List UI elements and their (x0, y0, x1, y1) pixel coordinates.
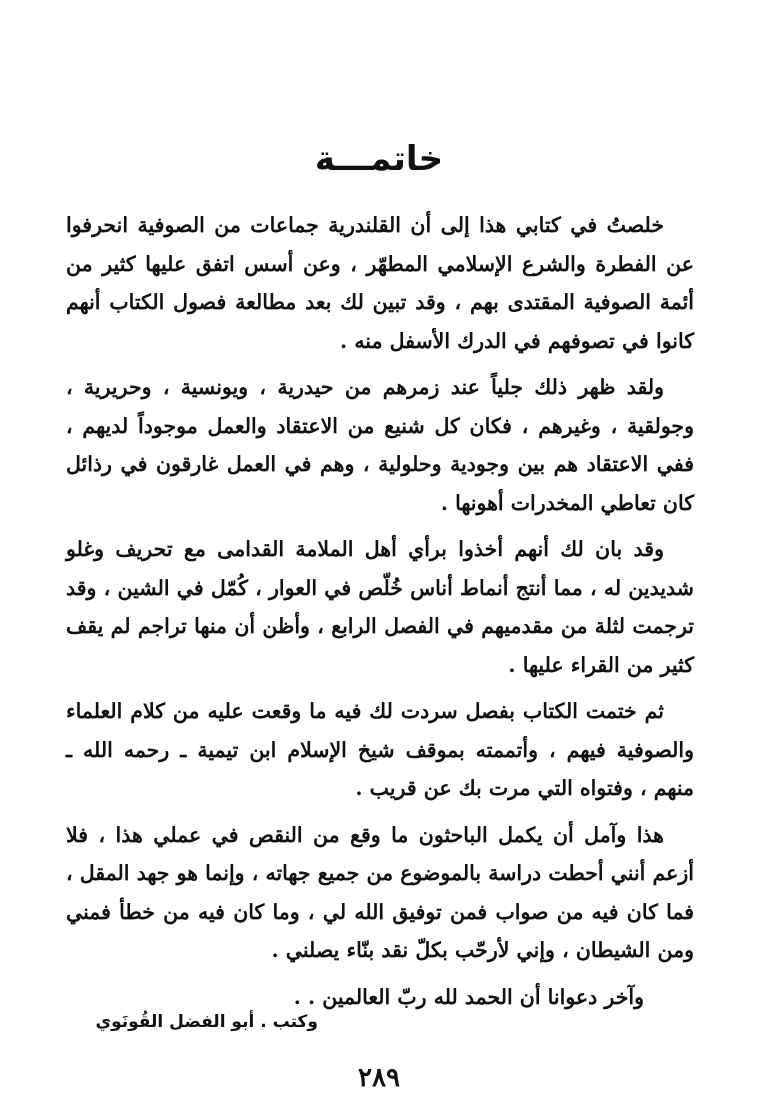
author-signature: وكتب . أبو الفضل القُونَوي (95, 1012, 318, 1032)
paragraph-4: ثم ختمت الكتاب بفصل سردت لك فيه ما وقعت عليه من كلام العلماء والصوفية فيهم ، وأتممته بموقف شيخ الإسلام ابن تيمية ـ رحمه الله ـ منهم ، وفتواه التي مرت بك عن قريب . (66, 699, 694, 800)
page-number: ٢٨٩ (358, 1063, 400, 1093)
paragraph-2: ولقد ظهر ذلك جلياً عند زمرهم من حيدرية ، ويونسية ، وحريرية ، وجولقية ، وغيرهم ، فكان كل شنيع من الاعتقاد والعمل موجوداً لديهم ، ففي الاعتقاد هم بين وجودية وحلولية ، وهم في العمل غارقون في رذائل كان تعاطي المخدرات أهونها . (66, 375, 694, 515)
paragraph-5: هذا وآمل أن يكمل الباحثون ما وقع من النقص في عملي هذا ، فلا أزعم أنني أحطت دراسة بالموضوع من جميع جهاته ، وإنما هو جهد المقل ، فما كان فيه من صواب فمن توفيق الله لي ، وما كان فيه من خطأ فمني ومن الشيطان ، وإني لأرحّب بكلّ نقد بنّاء يصلني . (66, 822, 694, 962)
closing-line: وآخر دعوانا أن الحمد لله ربّ العالمين . . (293, 984, 644, 1009)
paragraph-1: خلصتُ في كتابي هذا إلى أن القلندرية جماعات من الصوفية انحرفوا عن الفطرة والشرع الإسلامي المطهّر ، وعن أسس اتفق عليها كثير من أئمة الصوفية المقتدى بهم ، وقد تبين لك بعد مطالعة فصول الكتاب أنهم كانوا في تصوفهم في الدرك الأسفل منه . (66, 213, 694, 353)
body-text (66, 206, 694, 1024)
page-title: خاتمـــة (314, 138, 444, 179)
paragraph-3: وقد بان لك أنهم أخذوا برأي أهل الملامة القدامى مع تحريف وغلو شديدين له ، مما أنتج أنماط أناس خُلّص في العوار ، كُمّل في الشين ، وقد ترجمت لثلة من مقدميهم في الفصل الرابع ، وأظن أن منها تراجم لم يقف كثير من القراء عليها . (66, 537, 694, 677)
